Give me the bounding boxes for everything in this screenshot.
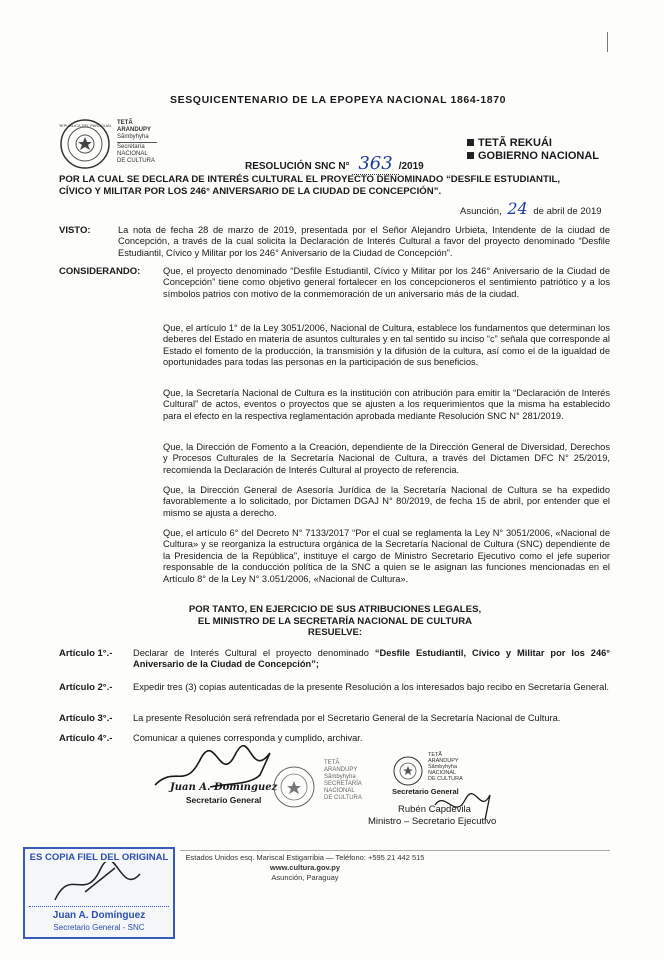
page-edge-mark xyxy=(607,32,608,52)
por-tanto-line2: EL MINISTRO DE LA SECRETARÍA NACIONAL DE CULTURA xyxy=(197,615,473,627)
por-tanto-line3: RESUELVE: xyxy=(307,627,363,638)
center-stamp-line: NACIONAL xyxy=(324,788,355,794)
title-line2: CÍVICO Y MILITAR POR LOS 246° ANIVERSARIO DE LA CIUDAD DE CONCEPCIÓN”. xyxy=(59,185,442,197)
center-stamp-seal-icon xyxy=(272,765,317,810)
logo-line: DE CULTURA xyxy=(117,158,155,164)
visto-text: La nota de fecha 28 de marzo de 2019, presentada por el Señor Alejandro Urbieta, Intendente de la ciudad de Concepción, a través de la cual solicita la Declaración de Interés Cultural a favor del proyecto denominado “Desfile Estudiantil, Cívico y Militar por los 246° Aniversario de la Ciudad de Concepción”. xyxy=(118,225,610,258)
center-stamp-line: SECRETARÍA xyxy=(324,781,362,787)
considerando-p4: Que, la Dirección de Fomento a la Creación, dependiente de la Dirección General de Diversidad, Derechos y Procesos Culturales de la Secretaría Nacional de Cultura, a través del Dictamen DFC N° 25/2019, recomienda la Declaración de Interés Cultural al proyecto de referencia. xyxy=(163,442,610,475)
considerando-p5: Que, la Dirección General de Asesoría Jurídica de la Secretaría Nacional de Cultura se ha expedido favorablemente a lo solicitado, por Dictamen DGAJ N° 80/2019, de fecha 15 de abril, por entender que el mismo se ajusta a derecho. xyxy=(163,485,610,518)
logo-line: TETÃ xyxy=(117,120,133,126)
right-stamp-seal-icon xyxy=(392,755,424,787)
copy-stamp xyxy=(23,847,175,939)
por-tanto-block xyxy=(140,604,530,639)
article-3-label: Artículo 3°.- xyxy=(59,713,113,724)
right-name: Rubén Capdevila xyxy=(398,804,471,815)
right-title: Ministro – Secretario Ejecutivo xyxy=(368,816,497,827)
article-4-label: Artículo 4°.- xyxy=(59,733,113,744)
considerando-p6: Que, el artículo 6° del Decreto N° 7133/2017 “Por el cual se reglamenta la Ley N° 3051/2006, «Nacional de Cultura» y se reorganiza la estructura orgánica de la Secretaría Nacional de Cultura (SNC) dependiente de la Presidencia de la República”, instituye el cargo de Ministro Secretario Ejecutivo como el jefe superior responsable de la conducción política de la SNC a quien se le asignan las funciones mencionadas en el Artículo 8° de la Ley N° 3.051/2006, «Nacional de Cultura». xyxy=(163,528,610,584)
center-stamp xyxy=(272,760,377,815)
footer-address: Estados Unidos esq. Mariscal Estigarribia — Teléfono: +595 21 442 515 xyxy=(185,853,425,862)
copy-stamp-name: Juan A. Domínguez xyxy=(52,910,146,921)
logo-line: NACIONAL xyxy=(117,151,148,157)
article-3-text: La presente Resolución será refrendada por el Secretario General de la Secretaría Nacional de Cultura. xyxy=(133,713,561,723)
footer xyxy=(180,853,430,883)
article-4-text xyxy=(133,733,610,744)
footer-divider xyxy=(180,850,610,851)
footer-web: www.cultura.gov.py xyxy=(269,863,340,872)
banner: SESQUICENTENARIO DE LA EPOPEYA NACIONAL 1864-1870 xyxy=(170,94,507,106)
svg-text:REPUBLICA DEL PARAGUAY: REPUBLICA DEL PARAGUAY xyxy=(59,123,111,128)
right-stamp-line: TETÃ xyxy=(428,752,443,758)
logo-line: Secretaría xyxy=(117,144,145,150)
republic-seal-logo xyxy=(59,118,111,170)
resolution-year: /2019 xyxy=(398,161,424,172)
article-2-label: Artículo 2°.- xyxy=(59,682,113,693)
right-stamp-line: DE CULTURA xyxy=(428,776,463,782)
footer-city: Asunción, Paraguay xyxy=(271,873,339,882)
copy-stamp-title: ES COPIA FIEL DEL ORIGINAL xyxy=(29,852,169,863)
article-1-label: Artículo 1°.- xyxy=(59,648,113,659)
por-tanto-line1: POR TANTO, EN EJERCICIO DE SUS ATRIBUCIONES LEGALES, xyxy=(188,604,482,615)
center-stamp-line: Sãmbyhyha xyxy=(324,774,356,780)
center-stamp-line: TETÃ xyxy=(324,760,340,766)
article-verb: Expedir xyxy=(133,682,165,692)
article-verb: Declarar xyxy=(133,648,169,658)
right-stamp-line: NACIONAL xyxy=(428,770,457,776)
copy-stamp-divider xyxy=(29,906,169,907)
resolution-prefix: RESOLUCIÓN SNC N° xyxy=(245,161,350,172)
resolution-number: 363 xyxy=(352,153,398,175)
left-name: Juan A. Domínguez xyxy=(170,782,278,793)
right-stamp-line: Sãmbyhyha xyxy=(428,764,458,770)
date-line xyxy=(460,199,602,218)
resolution-line xyxy=(245,153,424,174)
article-text: de Interés Cultural el proyecto denominado xyxy=(168,648,375,658)
article-verb: Comunicar xyxy=(133,733,178,743)
right-stamp-label: Secretario General xyxy=(392,787,459,796)
right-stamp-line: ARANDUPY xyxy=(428,758,459,764)
signature-left xyxy=(170,782,277,806)
article-text: a quienes corresponda y cumplido, archivar. xyxy=(177,733,363,743)
considerando-p3: Que, la Secretaría Nacional de Cultura es la institución con atribución para emitir la “Declaración de Interés Cultural” de actos, eventos o proyectos que se ajusten a los requerimientos que la misma ha establecido para el efecto en la respectiva reglamentación aprobada mediante Resolución SNC N° 281/2019. xyxy=(163,388,610,421)
logo-line: ARANDUPY xyxy=(117,127,152,133)
title-line1: POR LA CUAL SE DECLARA DE INTERÉS CULTURAL EL PROYECTO DENOMINADO “DESFILE ESTUDIANTIL, xyxy=(59,174,561,185)
logo-divider xyxy=(117,142,157,143)
considerando-p2: Que, el artículo 1° de la Ley 3051/2006, Nacional de Cultura, establece los fundamentos que determinan los deberes del Estado en materia de asuntos culturales y en tal sentido su inciso “c” señala que corresponde al Estado el fomento de la producción, la transmisión y la difusión de la cultura, así como el de la igualdad de oportunidades para todas las personas en la participación de sus beneficios. xyxy=(163,323,610,368)
article-1-text xyxy=(133,648,610,671)
visto-label: VISTO: xyxy=(59,225,91,236)
date-prefix: Asunción, xyxy=(460,206,502,217)
center-stamp-line: DE CULTURA xyxy=(324,795,362,801)
date-day: 24 xyxy=(507,199,528,218)
logo-line: Sãmbyhyha xyxy=(117,134,149,140)
article-text: tres (3) copias autenticadas de la presente Resolución a los interesados bajo recibo en Secretaría General. xyxy=(164,682,609,692)
gov-block xyxy=(467,137,599,163)
signature-right xyxy=(368,804,496,828)
resolution-title xyxy=(59,174,614,197)
copy-stamp-scribble xyxy=(45,862,155,907)
article-2-text xyxy=(133,682,610,693)
considerando-label: CONSIDERANDO: xyxy=(59,266,141,277)
considerando-p1: Que, el proyecto denominado “Desfile Estudiantil, Cívico y Militar por los 246° Aniversario de la Ciudad de Concepción” tiene como objetivo general fortalecer en los concepcioneros el sentimiento patriótico y a los símbolos patrios con motivo de la conmemoración de un aniversario más de la ciudad. xyxy=(163,266,610,299)
copy-stamp-role: Secretario General - SNC xyxy=(53,923,145,932)
gov-line2: GOBIERNO NACIONAL xyxy=(467,150,599,163)
logo-text xyxy=(117,120,157,165)
center-stamp-line: ARANDUPY xyxy=(324,767,358,773)
gov-line1: TETÃ REKUÁI xyxy=(467,137,599,150)
date-suffix: de abril de 2019 xyxy=(533,206,602,217)
article-bold: “Desfile Estudiantil, Cívico y Militar por los 246° Aniversario de la Ciudad de Concepción”; xyxy=(133,648,610,670)
left-title: Secretario General xyxy=(185,795,262,805)
